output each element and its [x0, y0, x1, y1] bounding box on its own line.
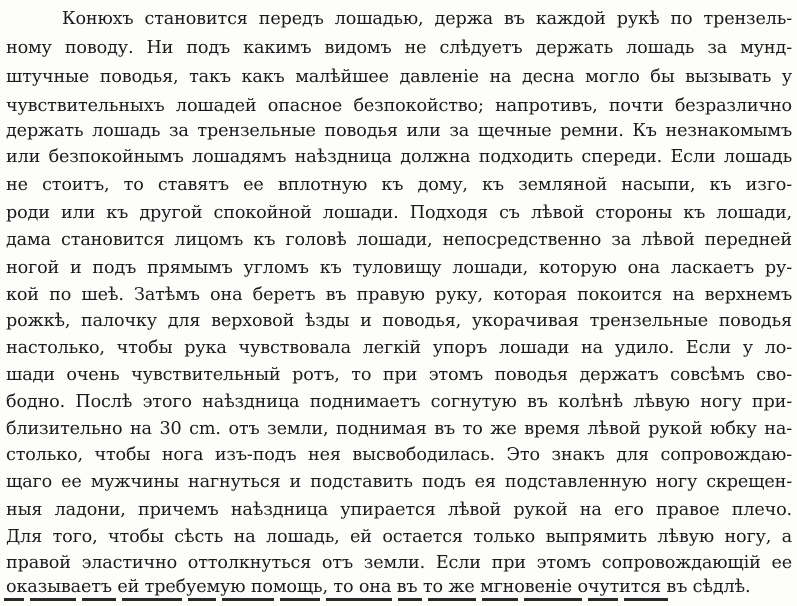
text-line-9: дама становится лицомъ къ головѣ лошади, непосредственно за лѣвой передней [6, 230, 792, 250]
text-line-15: бодно. Послѣ этого наѣздница поднимаетъ согнутую въ колѣнѣ лѣвую ногу при- [6, 392, 792, 412]
text-line-5: держать лошадь за трензельные поводья или за щечные ремни. Къ незнакомымъ [6, 121, 792, 141]
text-line-2: ному поводу. Ни подъ какимъ видомъ не слѣдуетъ держать лошадь за мунд- [6, 38, 792, 58]
text-line-22: оказываетъ ей требуемую помощь, то она въ то же мгновеніе очутится въ сѣдлѣ. [6, 577, 751, 597]
cut-off-next-line [4, 598, 794, 606]
text-line-7: не стоитъ, то ставятъ ее вплотную къ дому, къ земляной насыпи, къ изго- [6, 175, 792, 195]
text-line-14: шади очень чувствительный ротъ, то при этомъ поводья держатъ совсѣмъ сво- [6, 365, 792, 385]
text-line-17: столько, чтобы нога изъ-подъ нея высвободилась. Это знакъ для сопровождаю- [6, 445, 792, 465]
text-line-6: или безпокойнымъ лошадямъ наѣздница должна подходить спереди. Если лошадь [6, 147, 792, 167]
text-line-1: Конюхъ становится передъ лошадью, держа въ каждой рукѣ по трензель- [62, 9, 792, 29]
text-line-18: щаго ее мужчины нагнуться и подставить подъ ея подставленную ногу скрещен- [6, 472, 792, 492]
text-line-16: близительно на 30 cm. отъ земли, поднимая въ то же время лѣвой рукой юбку на- [6, 419, 792, 439]
text-line-3: штучные поводья, такъ какъ малѣйшее давленіе на десна могло бы вызывать у [6, 67, 792, 87]
text-line-19: ныя ладони, причемъ наѣздница упирается лѣвой рукой на его правое плечо. [6, 500, 792, 520]
text-line-4: чувствительныхъ лошадей опасное безпокойство; напротивъ, почти безразлично [6, 96, 792, 116]
text-line-20: Для того, чтобы сѣсть на лошадь, ей остается только выпрямить лѣвую ногу, а [6, 527, 792, 547]
text-line-21: правой эластично оттолкнуться отъ земли. Если при этомъ сопровождающій ее [6, 553, 792, 573]
text-line-10: ногой и подъ прямымъ угломъ къ туловищу лошади, которую она ласкаетъ ру- [6, 258, 792, 278]
text-line-8: роди или къ другой спокойной лошади. Подходя съ лѣвой стороны къ лошади, [6, 203, 792, 223]
text-line-13: настолько, чтобы рука чувствовала легкій упоръ лошади на удило. Если у ло- [6, 338, 792, 358]
text-line-11: кой по шеѣ. Затѣмъ она беретъ въ правую руку, которая покоится на верхнемъ [6, 285, 792, 305]
text-line-12: рожкѣ, палочку для верховой ѣзды и поводья, укорачивая трензельные поводья [6, 311, 792, 331]
